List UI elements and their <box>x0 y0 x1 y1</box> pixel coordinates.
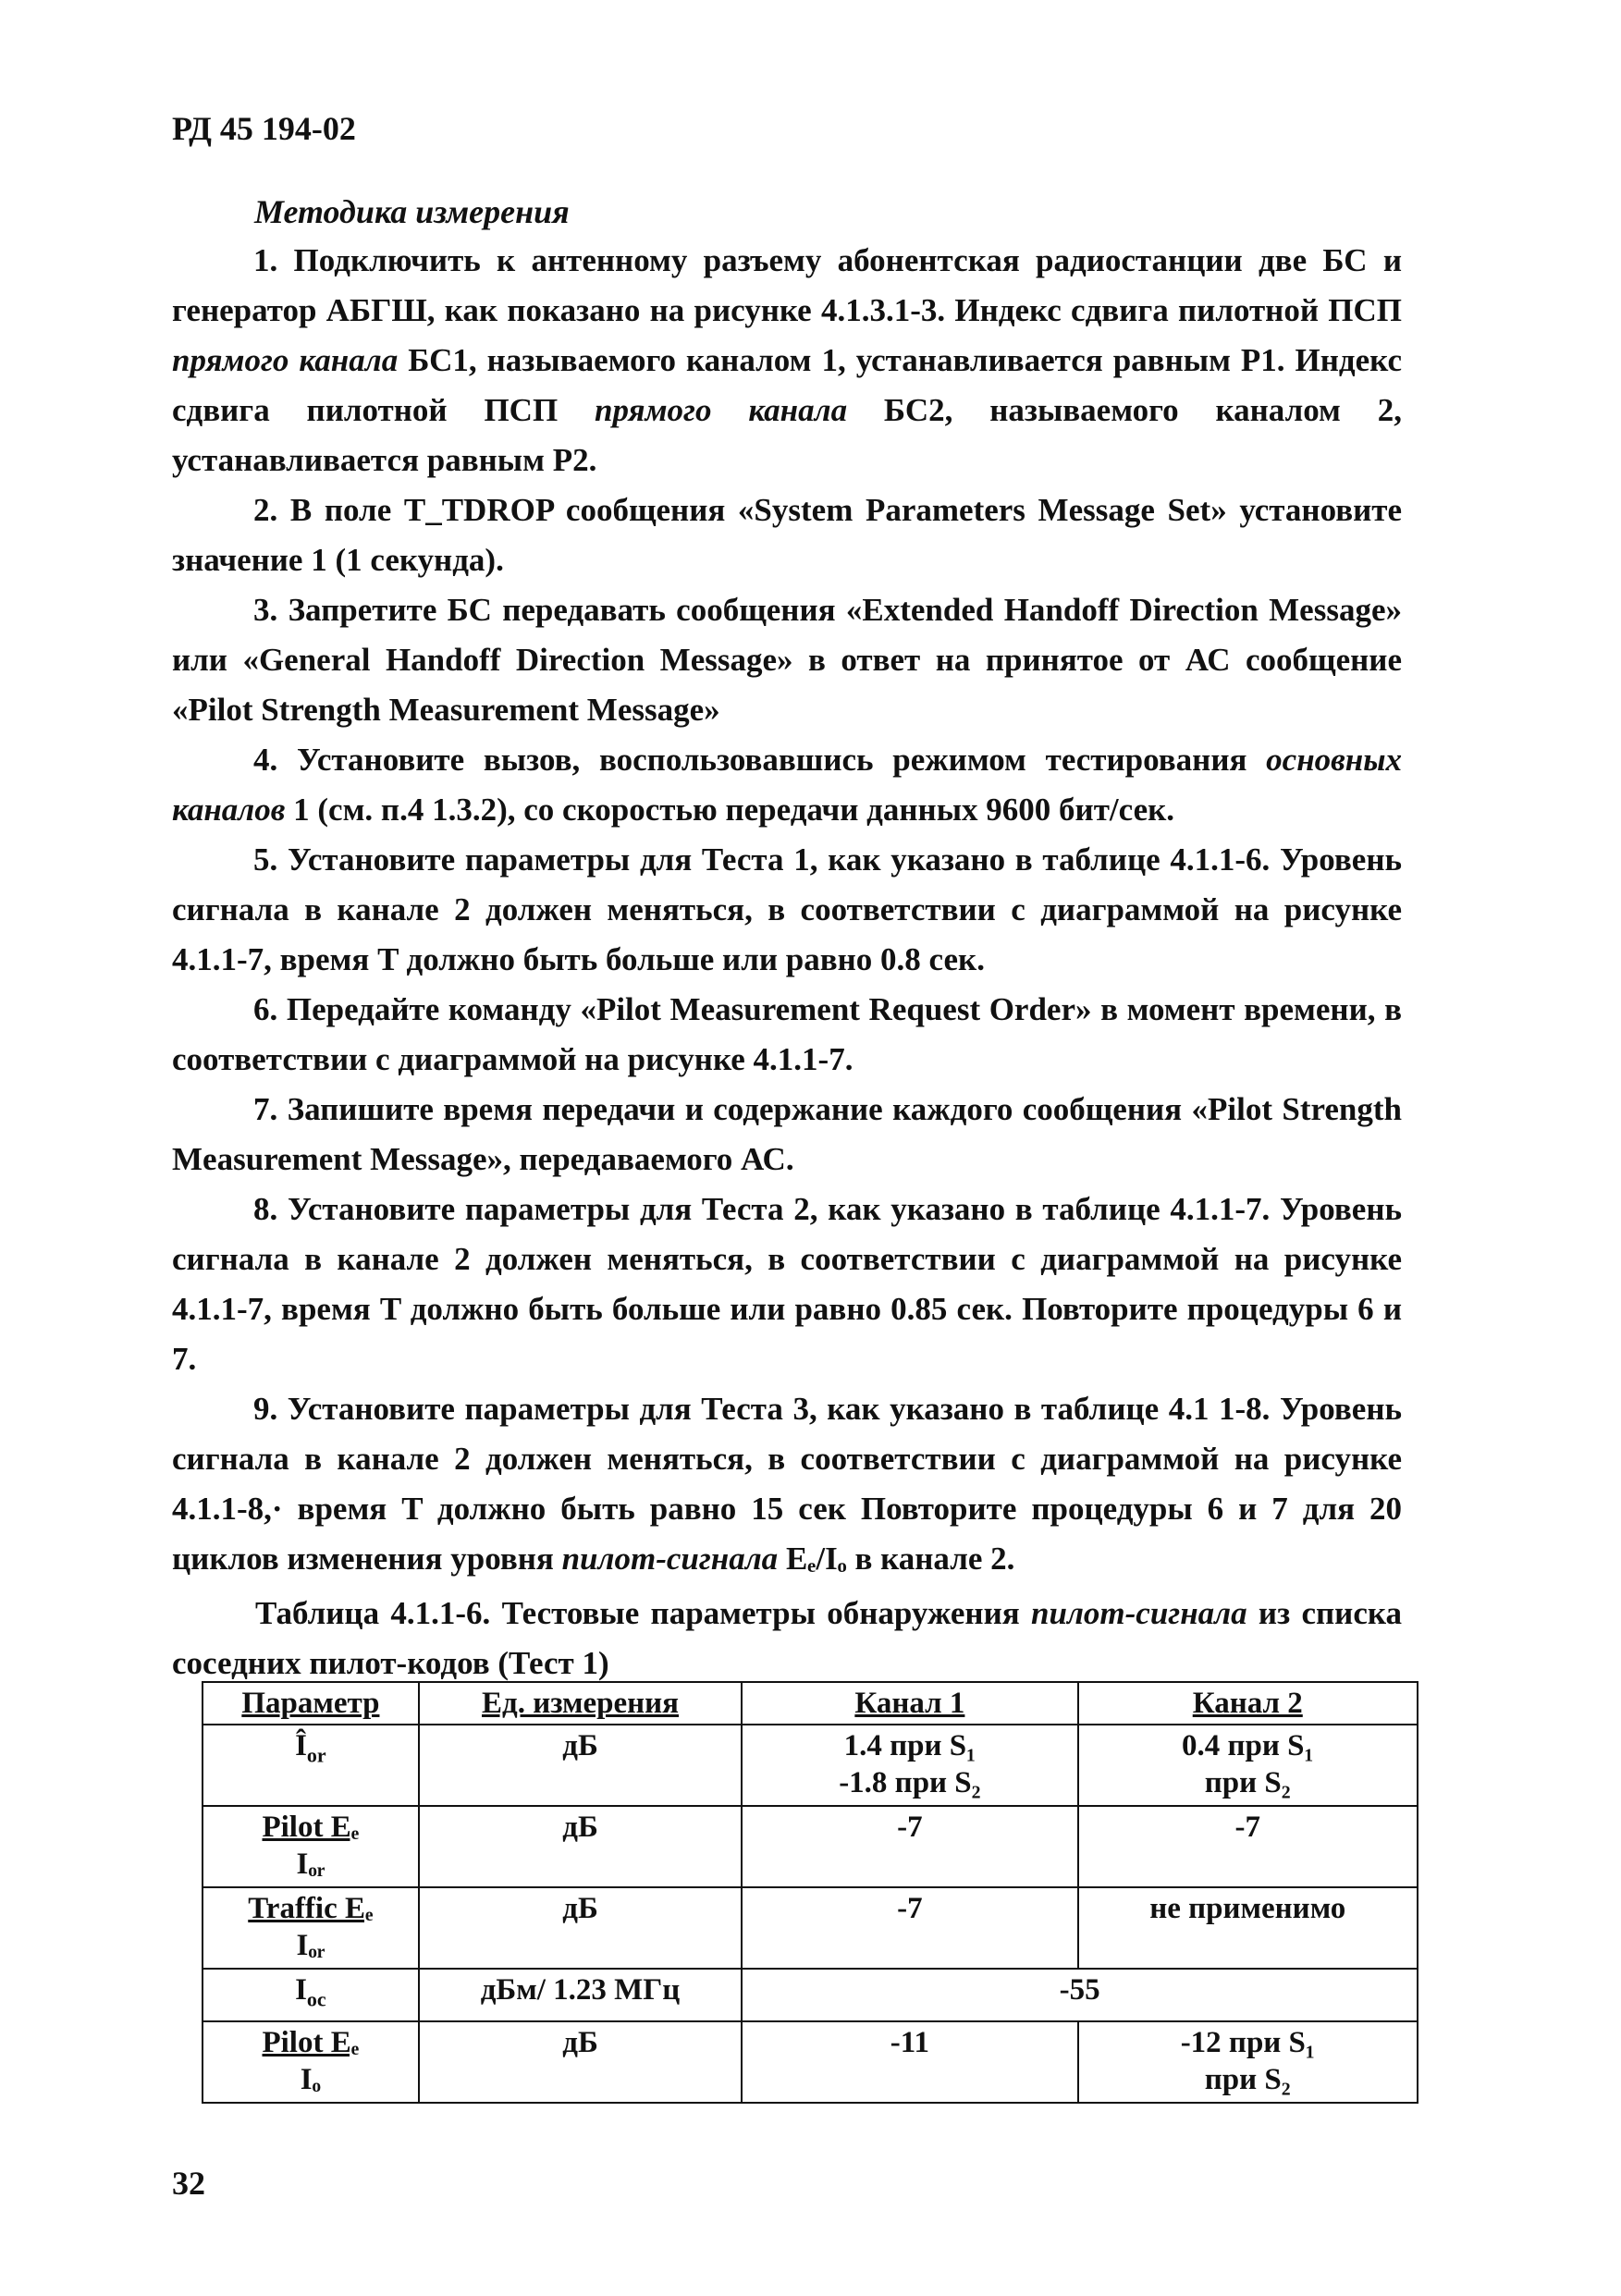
param-cell: $Î_{or}$ <box>203 1725 419 1806</box>
table-row <box>203 1806 1418 1887</box>
channel1-cell: -7 <box>742 1887 1077 1969</box>
procedure-step <box>172 1185 1402 1384</box>
step-text: 3. Запретите БС передавать сообщения «Extended Handoff Direction Message» или «General Handoff Direction Message» в ответ на принятое от АС сообщение «Pilot Strength Measurement Message» <box>172 592 1402 728</box>
caption-text-before: Таблица 4.1.1-6. Тестовые параметры обнаружения <box>255 1595 1032 1631</box>
unit-cell: дБ <box>419 1887 742 1969</box>
table-row <box>203 2021 1418 2103</box>
procedure-step <box>172 485 1402 585</box>
step-text: прямого канала <box>172 342 399 378</box>
param-cell: $I_{oc}$ <box>203 1969 419 2021</box>
channel2-cell: -12 при S₁ при S₂ <box>1078 2021 1418 2103</box>
param-cell: $\frac{\text{Pilot Eₑ}}{\text{Iₒᵣ}}$ <box>203 1806 419 1887</box>
step-text: пилот-сигнала <box>561 1541 779 1577</box>
procedure-step <box>172 985 1402 1085</box>
step-text: прямого канала <box>595 392 848 428</box>
procedure-step <box>172 735 1402 835</box>
step-text: Eₑ/Iₒ в канале 2. <box>778 1541 1015 1577</box>
param-cell: $\frac{\text{Traffic Eₑ}}{\text{Iₒᵣ}}$ <box>203 1887 419 1969</box>
section-title: Методика измерения <box>254 193 570 230</box>
step-text: 9. Установите параметры для Теста 3, как указано в таблице 4.1 1-8. Уровень сигнала в канале 2 должен меняться, в соответствии с диаграммой на рисунке 4.1.1-8,· время T должно быть равно 15 сек Повторите процедуры 6 и 7 для 20 циклов изменения уровня <box>172 1391 1402 1577</box>
channel1-cell: -7 <box>742 1806 1077 1887</box>
procedure-step <box>172 1384 1402 1584</box>
page-number: 32 <box>172 2165 205 2202</box>
table-header-cell: Канал 1 <box>742 1682 1077 1725</box>
channel2-cell: не применимо <box>1078 1887 1418 1969</box>
table-row <box>203 1969 1418 2021</box>
unit-cell: дБ <box>419 1725 742 1806</box>
channel2-cell: 0.4 при S₁ при S₂ <box>1078 1725 1418 1806</box>
caption-text-italic: пилот-сигнала <box>1031 1595 1247 1631</box>
procedure-text <box>172 236 1402 1584</box>
document-header: РД 45 194-02 <box>172 110 356 147</box>
step-text: 6. Передайте команду «Pilot Measurement Request Order» в момент времени, в соответствии с диаграммой на рисунке 4.1.1-7. <box>172 991 1402 1077</box>
procedure-step <box>172 236 1402 485</box>
channel1-cell: -11 <box>742 2021 1077 2103</box>
procedure-step <box>172 1085 1402 1185</box>
unit-cell: дБм/ 1.23 МГц <box>419 1969 742 2021</box>
step-text: 7. Запишите время передачи и содержание каждого сообщения «Pilot Strength Measurement Message», передаваемого АС. <box>172 1091 1402 1177</box>
step-text: БС1, называемого каналом 1, устанавливается равным Р1. Индекс сдвига пилотной ПСП <box>172 342 1402 428</box>
table-header-cell: Канал 2 <box>1078 1682 1418 1725</box>
step-text: 8. Установите параметры для Теста 2, как указано в таблице 4.1.1-7. Уровень сигнала в канале 2 должен меняться, в соответствии с диаграммой на рисунке 4.1.1-7, время T должно быть больше или равно 0.85 сек. Повторите процедуры 6 и 7. <box>172 1191 1402 1377</box>
step-text: БС2, называемого каналом 2, устанавливается равным Р2. <box>172 392 1402 478</box>
step-text: 4. Установите вызов, воспользовавшись режимом тестирования <box>253 742 1267 778</box>
table-row <box>203 1725 1418 1806</box>
step-text: основных каналов <box>172 742 1402 828</box>
step-text: 1. Подключить к антенному разъему абонентская радиостанции две БС и генератор АБГШ, как показано на рисунке 4.1.3.1-3. Индекс сдвига пилотной ПСП <box>172 242 1402 328</box>
merged-channel-cell: -55 <box>742 1969 1418 2021</box>
procedure-step <box>172 585 1402 735</box>
channel1-cell: 1.4 при S₁ -1.8 при S₂ <box>742 1725 1077 1806</box>
step-text: 1 (см. п.4 1.3.2), со скоростью передачи данных 9600 бит/сек. <box>285 792 1175 828</box>
caption-text-after: из списка соседних пилот-кодов (Тест 1) <box>172 1595 1402 1681</box>
table-row <box>203 1887 1418 1969</box>
step-text: 5. Установите параметры для Теста 1, как указано в таблице 4.1.1-6. Уровень сигнала в канале 2 должен меняться, в соответствии с диаграммой на рисунке 4.1.1-7, время T должно быть больше или равно 0.8 сек. <box>172 841 1402 977</box>
step-text: 2. В поле T_TDROP сообщения «System Parameters Message Set» установите значение 1 (1 секунда). <box>172 492 1402 578</box>
unit-cell: дБ <box>419 2021 742 2103</box>
channel2-cell: -7 <box>1078 1806 1418 1887</box>
table-header-cell: Параметр <box>203 1682 419 1725</box>
procedure-step <box>172 835 1402 985</box>
table-header-row <box>203 1682 1418 1725</box>
param-cell: $\frac{\text{Pilot Eₑ}}{\text{Iₒ}}$ <box>203 2021 419 2103</box>
table-caption <box>172 1589 1402 1688</box>
table-header-cell: Ед. измерения <box>419 1682 742 1725</box>
test-parameters-table <box>202 1681 1418 2104</box>
unit-cell: дБ <box>419 1806 742 1887</box>
